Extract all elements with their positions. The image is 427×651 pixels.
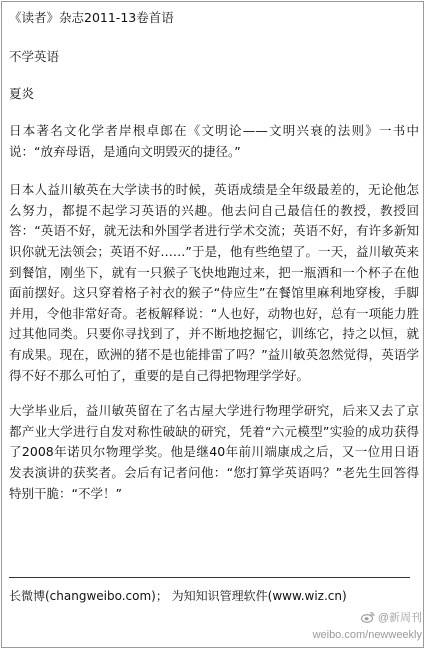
paragraph-2: 日本人益川敏英在大学读书的时候，英语成绩是全年级最差的，无论他怎么努力，都提不起学习英语的兴趣。他去问自己最信任的教授，教授回答：“英语不好，就无法和外国学者进行学术交流；英语不好，有许多新知识你就无法领会；英语不好……”于是，他有些绝望了。一天，益川敏英来到餐馆，刚坐下，就有一只猴子飞快地跑过来，把一瓶酒和一个杯子在他面前摆好。这只穿着格子衬衣的猴子“侍应生”在餐馆里麻利地穿梭，手脚并用，令他非常好奇。老板解释说：“人也好，动物也好，总有一项能力胜过其他同类。只要你寻找到了，并不断地挖掘它，训练它，持之以恒，就有成果。现在，欧洲的猪不是也能排雷了吗？”益川敏英忽然觉得，英语学得不好不那么可怕了，重要的是自己得把物理学学好。 [9, 182, 419, 383]
article-author: 夏炎 [9, 86, 35, 101]
footer-credit: 长微博(changweibo.com)； 为知知识管理软件(www.wiz.cn) [9, 589, 347, 603]
paragraph-1: 日本著名文化学者岸根卓郎在《文明论——文明兴衰的法则》一书中说：“放弃母语，是通向文明毁灭的捷径。” [9, 123, 419, 159]
article-title: 不学英语 [9, 49, 60, 64]
paragraph-3: 大学毕业后，益川敏英留在了名古屋大学进行物理学研究，后来又去了京都产业大学进行自发对称性破缺的研究，凭着“六元模型”实验的成功获得了2008年诺贝尔物理学奖。他是继40年前川端康成之后，又一位用日语发表演讲的获奖者。会后有记者问他：“您打算学英语吗？”老先生回答得特别干脆：“不学！” [9, 403, 419, 501]
weibo-logo-icon [361, 611, 375, 623]
weibo-watermark [300, 607, 422, 647]
article-body [9, 8, 419, 504]
watermark-url: weibo.com/newweekly [312, 629, 422, 641]
watermark-handle: @新周刊 [377, 612, 422, 624]
magazine-heading: 《读者》杂志2011-13卷首语 [9, 10, 174, 25]
footer-divider [9, 577, 410, 578]
